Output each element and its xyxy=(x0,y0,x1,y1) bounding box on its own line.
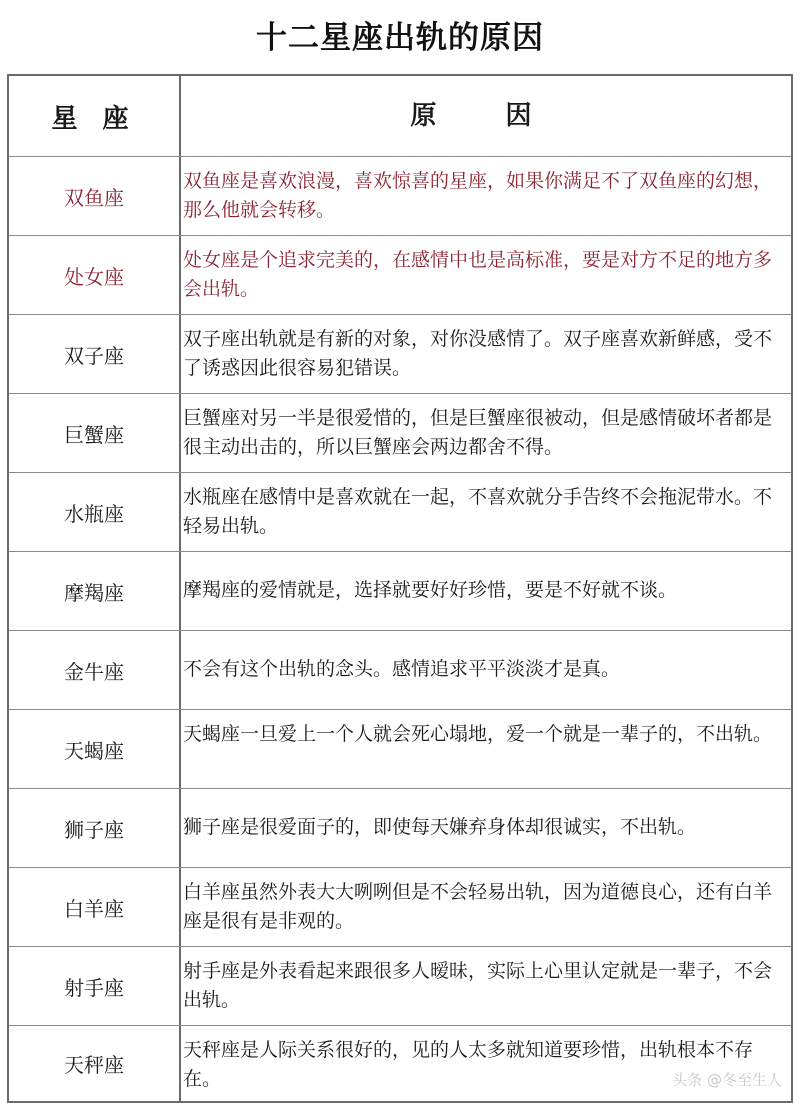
reason-cell: 水瓶座在感情中是喜欢就在一起，不喜欢就分手告终不会拖泥带水。不轻易出轨。 xyxy=(183,486,773,537)
table-row xyxy=(9,393,791,472)
sign-cell: 水瓶座 xyxy=(9,473,181,551)
sign-cell: 摩羯座 xyxy=(9,552,181,630)
zodiac-table xyxy=(7,74,793,1103)
table-row xyxy=(9,314,791,393)
reason-cell: 天秤座是人际关系很好的，见的人太多就知道要珍惜，出轨根本不存在。 xyxy=(183,1039,754,1090)
table-row xyxy=(9,946,791,1025)
watermark: 头条 @冬至生人 xyxy=(672,1071,782,1089)
sign-cell: 金牛座 xyxy=(9,631,181,709)
sign-cell: 双子座 xyxy=(9,315,181,393)
table-row xyxy=(9,709,791,788)
reason-cell: 白羊座虽然外表大大咧咧但是不会轻易出轨，因为道德良心，还有白羊座是很有是非观的。 xyxy=(183,881,773,932)
sign-cell: 巨蟹座 xyxy=(9,394,181,472)
reason-cell: 双鱼座是喜欢浪漫，喜欢惊喜的星座，如果你满足不了双鱼座的幻想，那么他就会转移。 xyxy=(183,170,773,221)
sign-cell: 天蝎座 xyxy=(9,710,181,788)
table-row xyxy=(9,551,791,630)
table-row xyxy=(9,156,791,235)
reason-cell: 射手座是外表看起来跟很多人暧昧，实际上心里认定就是一辈子，不会出轨。 xyxy=(183,960,773,1011)
table-header-row xyxy=(9,76,791,156)
reason-cell: 处女座是个追求完美的，在感情中也是高标准，要是对方不足的地方多会出轨。 xyxy=(183,249,773,300)
page-title: 十二星座出轨的原因 xyxy=(256,20,544,56)
sign-cell: 射手座 xyxy=(9,947,181,1025)
table-row xyxy=(9,630,791,709)
table-row xyxy=(9,472,791,551)
sign-cell: 处女座 xyxy=(9,236,181,314)
table-row xyxy=(9,235,791,314)
sign-cell: 狮子座 xyxy=(9,789,181,867)
sign-cell: 天秤座 xyxy=(9,1026,181,1101)
sign-cell: 白羊座 xyxy=(9,868,181,946)
table-row xyxy=(9,788,791,867)
reason-cell: 不会有这个出轨的念头。感情追求平平淡淡才是真。 xyxy=(183,658,621,680)
header-reason: 原 因 xyxy=(410,100,562,131)
reason-cell: 狮子座是很爱面子的，即使每天嫌弃身体却很诚实，不出轨。 xyxy=(183,816,697,838)
header-sign: 星 座 xyxy=(9,76,181,156)
sign-cell: 双鱼座 xyxy=(9,157,181,235)
reason-cell: 天蝎座一旦爱上一个人就会死心塌地，爱一个就是一辈子的，不出轨。 xyxy=(183,723,773,745)
reason-cell: 巨蟹座对另一半是很爱惜的，但是巨蟹座很被动，但是感情破坏者都是很主动出击的，所以巨蟹座会两边都舍不得。 xyxy=(183,407,773,458)
reason-cell: 摩羯座的爱情就是，选择就要好好珍惜，要是不好就不谈。 xyxy=(183,579,678,601)
reason-cell: 双子座出轨就是有新的对象，对你没感情了。双子座喜欢新鲜感，受不了诱惑因此很容易犯错误。 xyxy=(183,328,773,379)
table-row xyxy=(9,867,791,946)
